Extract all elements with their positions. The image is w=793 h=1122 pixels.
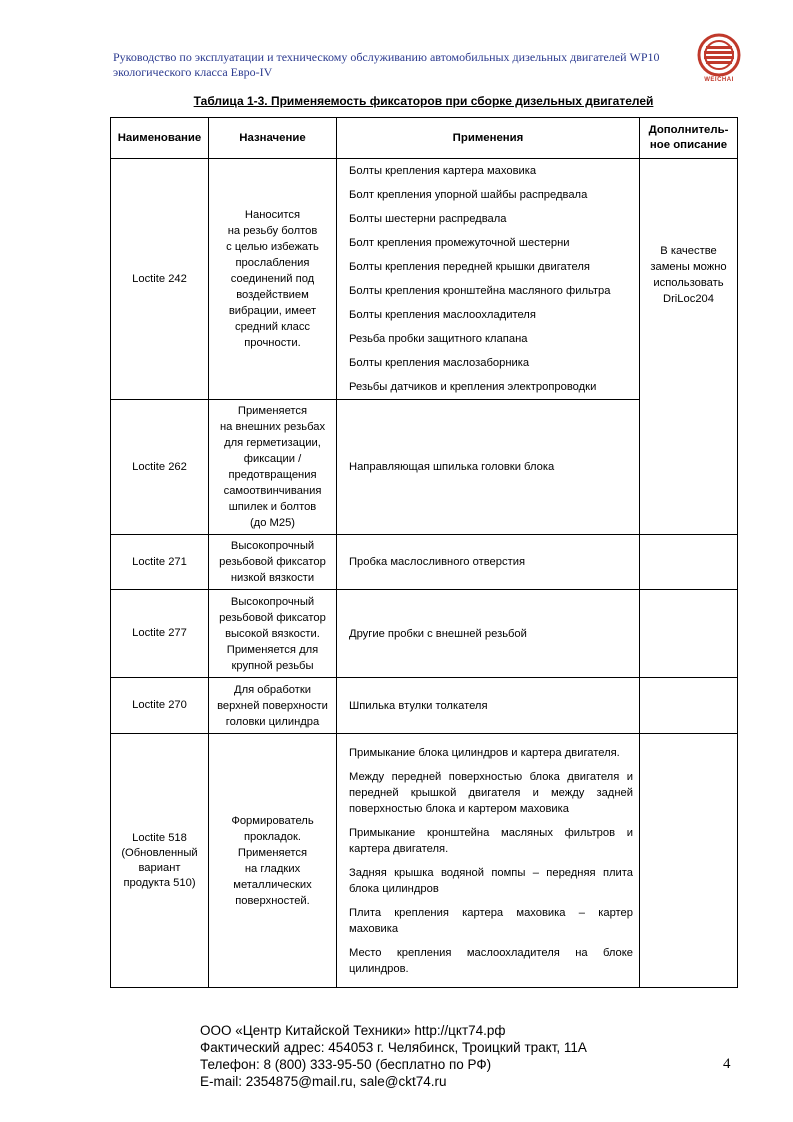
header-extra: Дополнитель- ное описание <box>640 118 738 159</box>
list-item: Болты крепления картера маховика <box>349 165 537 177</box>
cell-applications <box>337 535 640 590</box>
cell-purpose: Применяется на внешних резьбах для герметизации, фиксации / предотвращения самоотвинчивания шпилек и болтов (до М25) <box>209 400 337 535</box>
footer-address: Фактический адрес: 454053 г. Челябинск, Троицкий тракт, 11А <box>200 1040 587 1055</box>
header-purpose: Назначение <box>209 118 337 159</box>
fixers-table <box>110 117 738 988</box>
list-item: Задняя крышка водяной помпы – передняя плита блока цилиндров <box>349 866 633 895</box>
table-row <box>111 590 738 678</box>
applications-list <box>349 741 633 981</box>
header-applications: Применения <box>337 118 640 159</box>
footer-company: ООО «Центр Китайской Техники» http://цкт74.рф <box>200 1023 506 1038</box>
list-item: Болты шестерни распредвала <box>349 213 507 225</box>
cell-name: Loctite 262 <box>111 400 209 535</box>
list-item: Болты крепления маслозаборника <box>349 357 530 369</box>
logo-text: WEICHAI <box>704 77 734 83</box>
cell-extra <box>640 734 738 988</box>
table-caption: Таблица 1-3. Применяемость фиксаторов при сборке дизельных двигателей <box>193 94 654 108</box>
list-item: Примыкание блока цилиндров и картера двигателя. <box>349 746 620 759</box>
footer-email: E-mail: 2354875@mail.ru, sale@ckt74.ru <box>200 1074 447 1089</box>
cell-name: Loctite 277 <box>111 590 209 678</box>
list-item: Болт крепления промежуточной шестерни <box>349 237 570 249</box>
cell-purpose: Для обработки верхней поверхности головки цилиндра <box>209 678 337 734</box>
cell-purpose: Формирователь прокладок. Применяется на гладких металлических поверхностей. <box>209 734 337 988</box>
list-item: Между передней поверхностью блока двигателя и передней крышкой двигателя и между задней поверхностью блока и картером маховика <box>349 770 633 815</box>
list-item: Плита крепления картера маховика – картер маховика <box>349 906 633 935</box>
cell-applications <box>337 400 640 535</box>
cell-purpose: Высокопрочный резьбовой фиксатор высокой вязкости. Применяется для крупной резьбы <box>209 590 337 678</box>
cell-name: Loctite 242 <box>111 159 209 400</box>
list-item: Место крепления маслоохладителя на блоке цилиндров. <box>349 946 633 975</box>
table-header-row <box>111 118 738 159</box>
cell-purpose: Высокопрочный резьбовой фиксатор низкой вязкости <box>209 535 337 590</box>
cell-name: Loctite 518 (Обновленный вариант продукта 510) <box>111 734 209 988</box>
table-row <box>111 535 738 590</box>
header-line-2: экологического класса Евро-IV <box>113 65 273 79</box>
list-item: Болты крепления маслоохладителя <box>349 309 536 321</box>
cell-extra: В качестве замены можно использовать DriLoc204 <box>640 159 738 535</box>
cell-extra <box>640 590 738 678</box>
cell-name: Loctite 271 <box>111 535 209 590</box>
cell-applications <box>337 734 640 988</box>
header-line-1: Руководство по эксплуатации и техническому обслуживанию автомобильных дизельных двигателей WP10 <box>113 50 660 64</box>
list-item: Другие пробки с внешней резьбой <box>349 627 527 640</box>
cell-applications <box>337 159 640 400</box>
cell-name: Loctite 270 <box>111 678 209 734</box>
table-row <box>111 678 738 734</box>
cell-applications <box>337 590 640 678</box>
cell-applications <box>337 678 640 734</box>
list-item: Болт крепления упорной шайбы распредвала <box>349 189 588 201</box>
header-name: Наименование <box>111 118 209 159</box>
cell-extra <box>640 678 738 734</box>
list-item: Направляющая шпилька головки блока <box>349 461 555 473</box>
table-row <box>111 159 738 400</box>
list-item: Пробка маслосливного отверстия <box>349 556 526 568</box>
list-item: Болты крепления передней крышки двигателя <box>349 261 590 273</box>
applications-list <box>349 159 633 399</box>
list-item: Резьба пробки защитного клапана <box>349 333 528 345</box>
running-header <box>113 50 683 80</box>
footer-contacts <box>200 1022 670 1090</box>
list-item: Болты крепления кронштейна масляного фильтра <box>349 285 611 297</box>
page-number: 4 <box>723 1056 731 1072</box>
list-item: Резьбы датчиков и крепления электропроводки <box>349 381 597 393</box>
list-item: Примыкание кронштейна масляных фильтров и картера двигателя. <box>349 826 633 855</box>
cell-purpose: Наносится на резьбу болтов с целью избежать прослабления соединений под воздействием вибрации, имеет средний класс прочности. <box>209 159 337 400</box>
footer-phone: Телефон: 8 (800) 333-95-50 (бесплатно по РФ) <box>200 1057 492 1072</box>
table-row <box>111 734 738 988</box>
cell-extra <box>640 535 738 590</box>
list-item: Шпилька втулки толкателя <box>349 699 488 712</box>
